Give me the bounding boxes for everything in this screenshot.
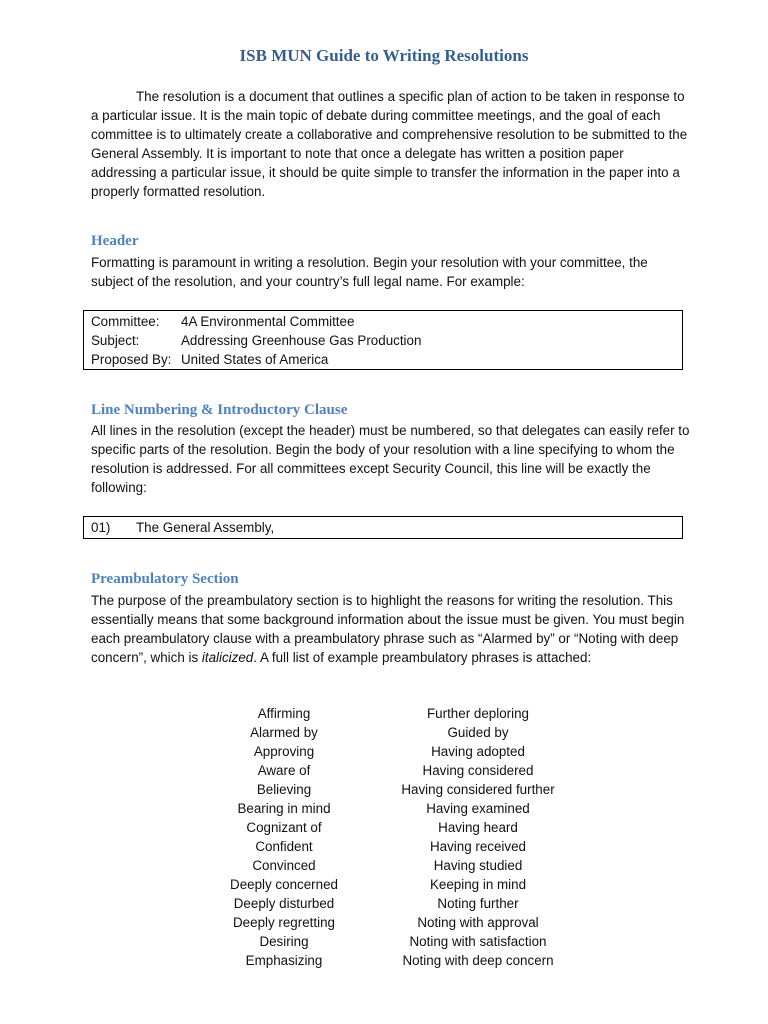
phrase-item: Having examined [426, 801, 530, 816]
phrase-item: Aware of [257, 763, 311, 778]
phrase-item: Having received [429, 839, 527, 854]
line-number: 01) [91, 520, 111, 535]
example-key: Committee: [91, 314, 160, 329]
phrase-item: Having studied [433, 858, 523, 873]
header-paragraph: Formatting is paramount in writing a resolution. Begin your resolution with your committee, the subject of the resolution, and your country’s full legal name. For example: [91, 255, 648, 289]
phrase-item: Deeply concerned [230, 877, 338, 892]
example-key: Subject: [91, 333, 140, 348]
document-title: ISB MUN Guide to Writing Resolutions [239, 46, 529, 65]
header-example-row-subject [84, 331, 682, 350]
phrase-item: Bearing in mind [237, 801, 331, 816]
preambulatory-text-part: . A full list of example preambulatory phrases is attached: [253, 650, 592, 665]
phrase-item: Deeply disturbed [233, 896, 335, 911]
phrase-item: Affirming [257, 706, 311, 721]
phrase-item: Further deploring [427, 706, 529, 721]
phrase-item: Believing [256, 782, 312, 797]
phrase-item: Desiring [259, 934, 309, 949]
introductory-clause-text: The General Assembly, [136, 520, 275, 535]
example-value: United States of America [181, 352, 329, 367]
line-numbering-heading: Line Numbering & Introductory Clause [91, 402, 348, 418]
phrase-item: Cognizant of [246, 820, 322, 835]
phrase-item: Guided by [447, 725, 509, 740]
phrase-column-right [368, 704, 588, 970]
phrase-item: Noting further [437, 896, 519, 911]
header-example-row-committee [84, 312, 682, 331]
preambulatory-heading: Preambulatory Section [91, 571, 239, 587]
phrase-item: Convinced [252, 858, 316, 873]
header-heading: Header [91, 233, 139, 249]
line-numbering-paragraph: All lines in the resolution (except the header) must be numbered, so that delegates can easily refer to specific parts of the resolution. Begin the body of your resolution with a line specifying to whom the resolution is addressed. For all committees except Security Council, this line will be exactly the following: [91, 423, 690, 495]
phrase-item: Having heard [438, 820, 518, 835]
example-key: Proposed By: [91, 352, 172, 367]
preambulatory-paragraph [91, 591, 691, 667]
phrase-item: Having adopted [431, 744, 525, 759]
introductory-clause-box [83, 516, 683, 539]
italic-word: italicized [201, 650, 254, 665]
header-example-box [83, 310, 683, 370]
phrase-item: Emphasizing [245, 953, 323, 968]
phrase-item: Confident [255, 839, 313, 854]
introductory-clause-row [84, 518, 682, 537]
phrase-item: Noting with approval [417, 915, 539, 930]
header-example-row-proposed-by [84, 350, 682, 369]
phrase-item: Having considered further [401, 782, 555, 797]
phrase-item: Noting with satisfaction [409, 934, 547, 949]
phrase-item: Alarmed by [250, 725, 318, 740]
phrase-column-left [174, 704, 394, 970]
phrase-item: Deeply regretting [233, 915, 335, 930]
example-value: Addressing Greenhouse Gas Production [181, 333, 422, 348]
phrase-item: Approving [253, 744, 315, 759]
example-value: 4A Environmental Committee [181, 314, 355, 329]
preambulatory-text-part: The purpose of the preambulatory section is to highlight the reasons for writing the resolution. This essentially means that some background information about the issue must be given. You must begin each preambulatory clause with a preambulatory phrase such as “Alarmed by” or “Noting with deep concern”, which is [91, 593, 685, 665]
phrase-item: Keeping in mind [429, 877, 527, 892]
intro-paragraph: The resolution is a document that outlines a specific plan of action to be taken in response to a particular issue. It is the main topic of debate during committee meetings, and the goal of each committee is to ultimately create a collaborative and comprehensive resolution to be submitted to the General Assembly. It is important to note that once a delegate has written a position paper addressing a particular issue, it should be quite simple to transfer the information in the paper into a properly formatted resolution. [91, 89, 688, 199]
phrase-item: Noting with deep concern [402, 953, 554, 968]
phrase-item: Having considered [422, 763, 534, 778]
